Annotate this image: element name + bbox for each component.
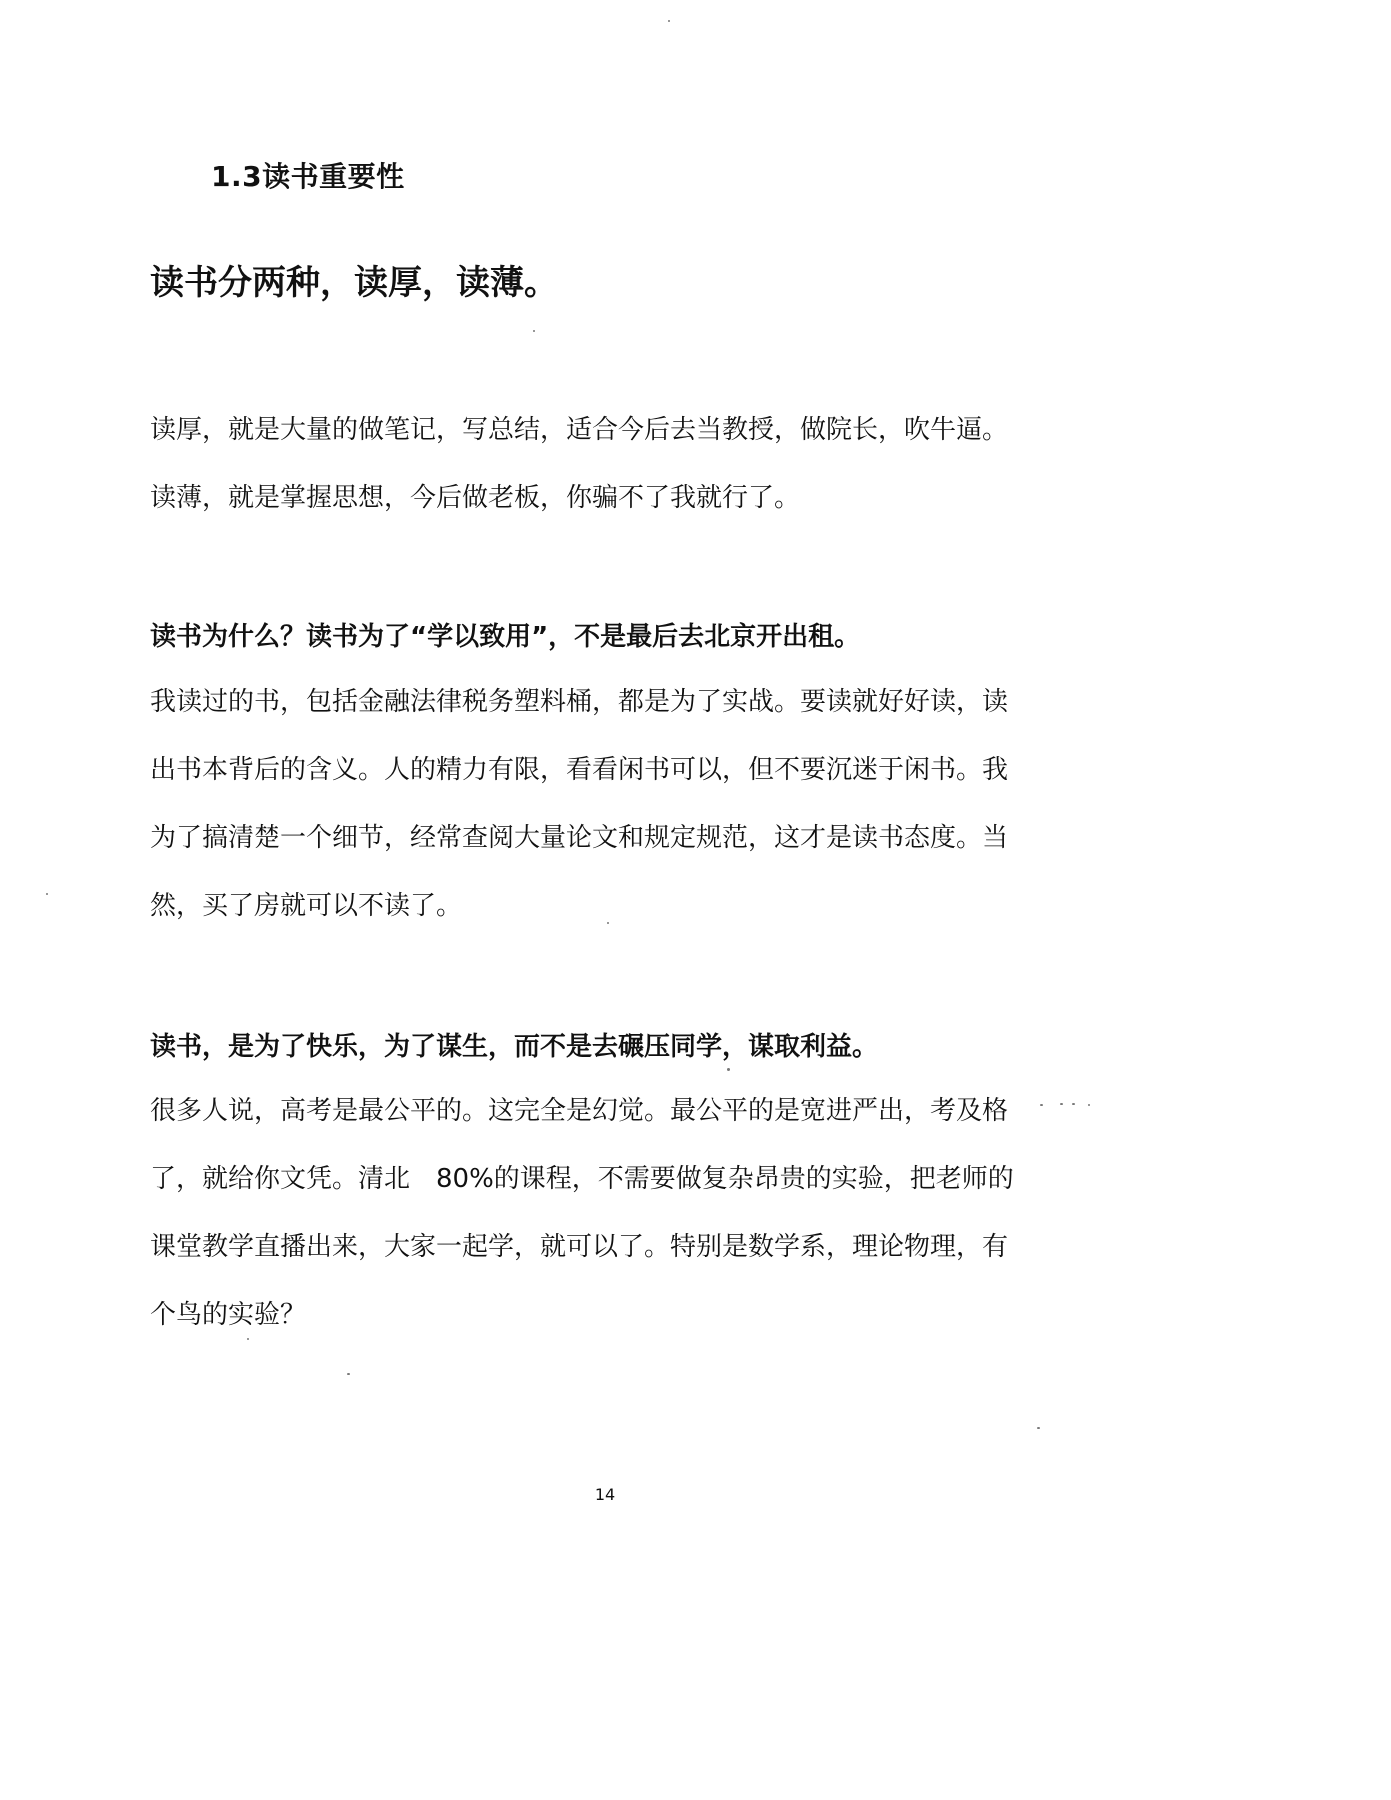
paragraph-reading-types <box>150 396 1030 532</box>
page-number: 14 <box>594 1485 616 1504</box>
scan-speck <box>668 20 670 22</box>
paragraph-line: 我读过的书，包括金融法律税务塑料桶，都是为了实战。要读就好好读，读 <box>150 687 1009 717</box>
paragraph-line: 读厚，就是大量的做笔记，写总结，适合今后去当教授，做院长，吹牛逼。 <box>150 415 1009 445</box>
scan-speck <box>1040 1104 1043 1106</box>
section-title: 1.3读书重要性 <box>211 160 405 193</box>
paragraph-line: 课堂教学直播出来，大家一起学，就可以了。特别是数学系，理论物理，有 <box>150 1232 1009 1262</box>
headline: 读书分两种，读厚，读薄。 <box>150 263 558 303</box>
heading-purpose: 读书，是为了快乐，为了谋生，而不是去碾压同学，谋取利益。 <box>150 1032 879 1062</box>
scan-speck <box>347 1373 350 1375</box>
scan-speck <box>1037 1427 1040 1429</box>
scan-speck <box>1060 1103 1063 1105</box>
paragraph-line: 个鸟的实验？ <box>150 1300 307 1330</box>
scan-speck <box>533 330 535 332</box>
paragraph-fairness <box>150 1077 1030 1349</box>
scan-speck <box>727 1068 730 1071</box>
paragraph-line: 读薄，就是掌握思想，今后做老板，你骗不了我就行了。 <box>150 483 801 513</box>
scan-speck <box>1088 1104 1090 1106</box>
paragraph-line: 很多人说，高考是最公平的。这完全是幻觉。最公平的是宽进严出，考及格 <box>150 1096 1009 1126</box>
paragraph-line: 出书本背后的含义。人的精力有限，看看闲书可以，但不要沉迷于闲书。我 <box>150 755 1009 785</box>
paragraph-practical-reading <box>150 668 1030 940</box>
scan-speck <box>46 893 48 895</box>
paragraph-line: 为了搞清楚一个细节，经常查阅大量论文和规定规范，这才是读书态度。当 <box>150 823 1009 853</box>
paragraph-line: 然，买了房就可以不读了。 <box>150 891 463 921</box>
heading-why-read: 读书为什么？读书为了“学以致用”，不是最后去北京开出租。 <box>150 622 861 652</box>
scan-speck <box>1072 1103 1075 1105</box>
paragraph-line: 了，就给你文凭。清北 80%的课程，不需要做复杂昂贵的实验，把老师的 <box>150 1164 1014 1194</box>
